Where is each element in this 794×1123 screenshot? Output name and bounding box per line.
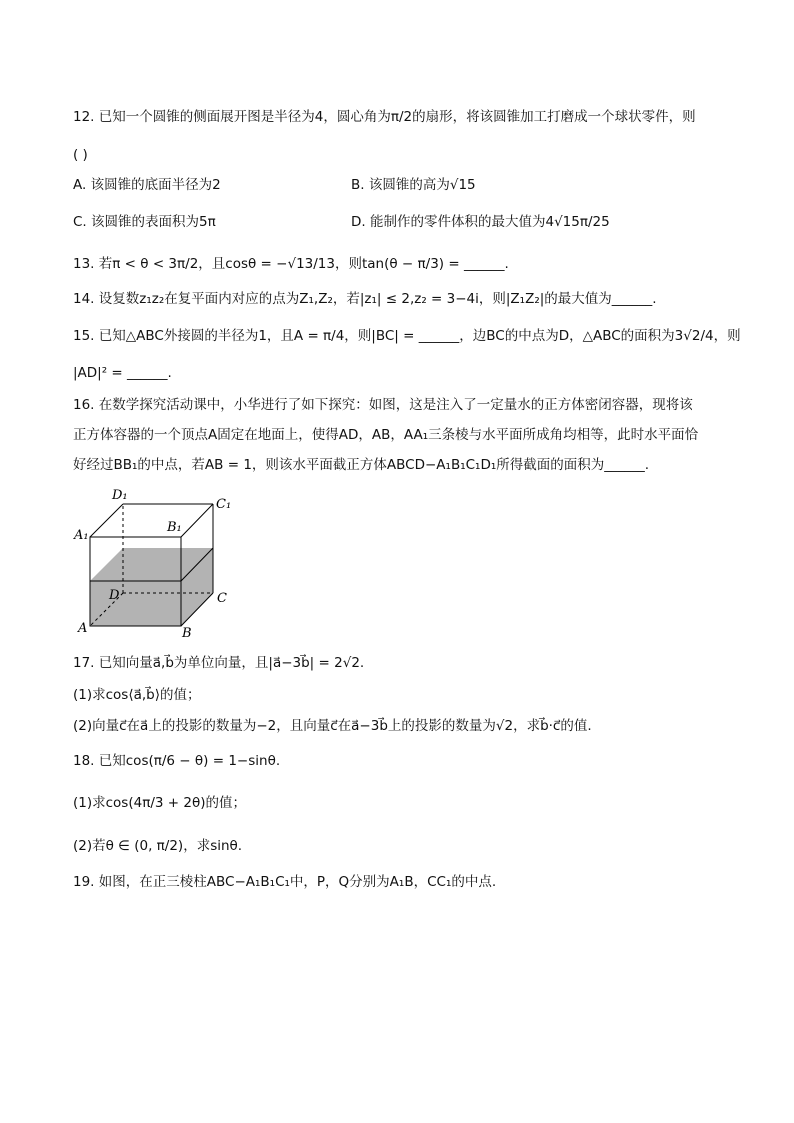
question-14: 14. 设复数z₁z₂在复平面内对应的点为Z₁,Z₂，若|z₁| ≤ 2,z₂ = 3−4i，则|Z₁Z₂|的最大值为______. <box>73 291 657 307</box>
label-a1: A₁ <box>74 528 89 543</box>
question-12-option-c: C. 该圆锥的表面积为5π <box>73 214 216 230</box>
water-front-face <box>90 581 181 626</box>
question-13: 13. 若π < θ < 3π/2，且cosθ = −√13/13，则tan(θ − π/3) = ______. <box>73 256 509 272</box>
question-16-line-2: 正方体容器的一个顶点A固定在地面上，使得AD，AB，AA₁三条棱与水平面所成角均相等，此时水平面恰 <box>73 427 699 443</box>
question-12-option-a: A. 该圆锥的底面半径为2 <box>73 177 221 193</box>
question-16-line-1: 16. 在数学探究活动课中，小华进行了如下探究：如图，这是注入了一定量水的正方体密闭容器，现将该 <box>73 397 693 413</box>
question-12-paren: ( ) <box>73 147 88 163</box>
question-17-part-1: (1)求cos⟨a⃗,b⃗⟩的值； <box>73 687 201 703</box>
label-b: B <box>182 626 192 641</box>
question-17-stem: 17. 已知向量a⃗,b⃗为单位向量，且|a⃗−3b⃗| = 2√2. <box>73 655 365 671</box>
question-12-option-b: B. 该圆锥的高为√15 <box>351 177 476 193</box>
label-a: A <box>78 621 88 636</box>
question-17-part-2: (2)向量c⃗在a⃗上的投影的数量为−2，且向量c⃗在a⃗−3b⃗上的投影的数量为√2，求b⃗·c⃗的值. <box>73 718 592 734</box>
question-15-line-2: |AD|² = ______. <box>73 365 172 381</box>
question-18-part-1: (1)求cos(4π/3 + 2θ)的值； <box>73 795 246 811</box>
cube-water-figure <box>72 484 242 644</box>
label-b1: B₁ <box>167 520 182 535</box>
label-d: D <box>109 588 120 603</box>
question-18-stem: 18. 已知cos(π/6 − θ) = 1−sinθ. <box>73 753 281 769</box>
label-c1: C₁ <box>216 497 232 512</box>
label-d1: D₁ <box>112 488 128 503</box>
label-c: C <box>217 591 227 606</box>
question-12-option-d: D. 能制作的零件体积的最大值为4√15π/25 <box>351 214 610 230</box>
question-16-line-3: 好经过BB₁的中点，若AB = 1，则该水平面截正方体ABCD−A₁B₁C₁D₁所得截面的面积为______. <box>73 457 650 473</box>
question-15-line-1: 15. 已知△ABC外接圆的半径为1，且A = π/4，则|BC| = ______，边BC的中点为D，△ABC的面积为3√2/4，则 <box>73 328 741 344</box>
question-18-part-2: (2)若θ ∈ (0, π/2)，求sinθ. <box>73 838 243 854</box>
question-19: 19. 如图，在正三棱柱ABC−A₁B₁C₁中，P，Q分别为A₁B，CC₁的中点. <box>73 874 497 890</box>
question-12-stem: 12. 已知一个圆锥的侧面展开图是半径为4，圆心角为π/2的扇形，将该圆锥加工打磨成一个球状零件，则 <box>73 109 696 125</box>
